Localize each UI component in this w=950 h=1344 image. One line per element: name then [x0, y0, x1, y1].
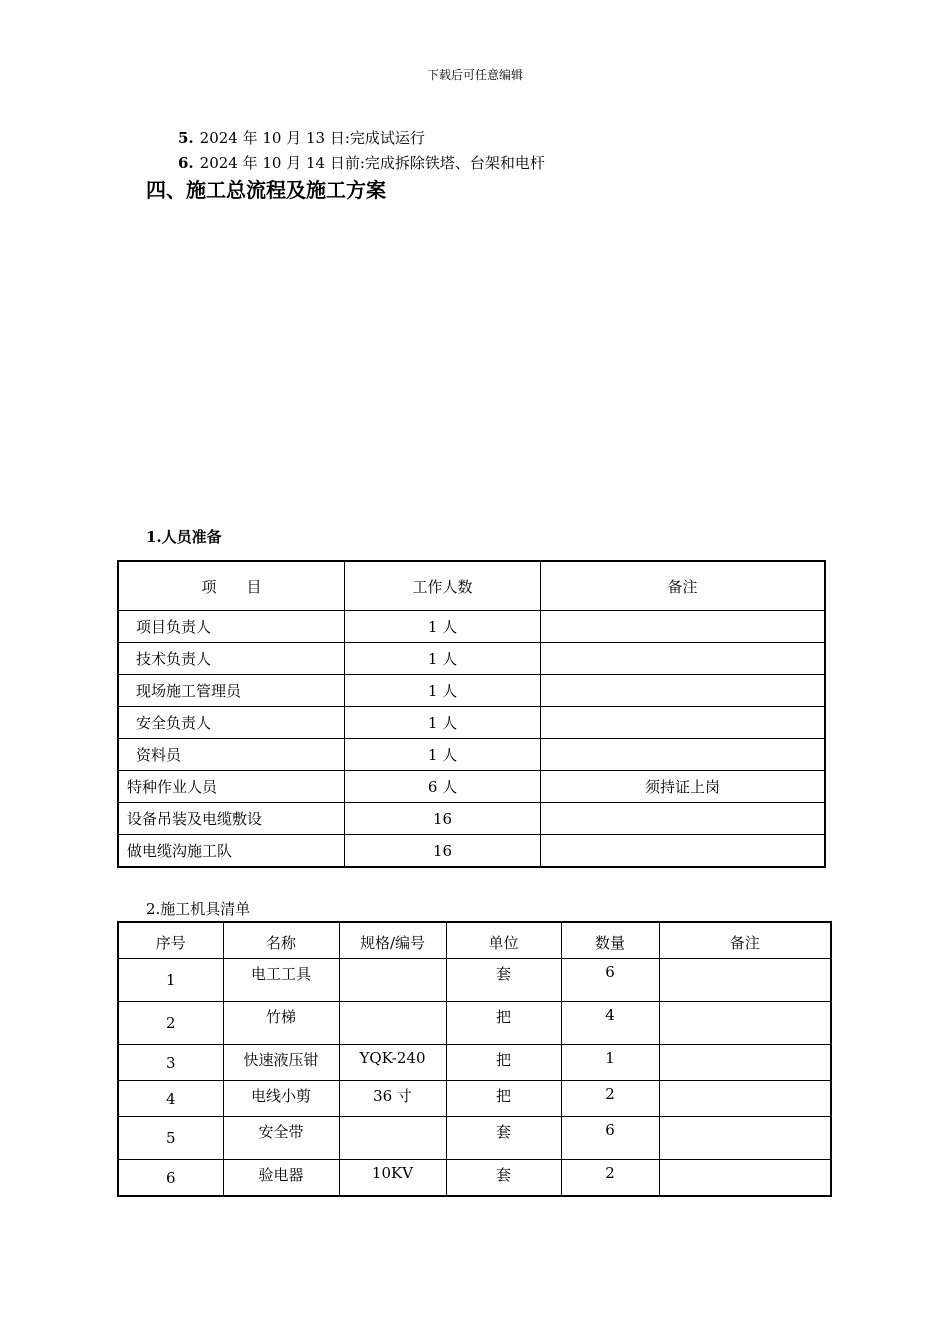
cell-note — [659, 1045, 831, 1081]
cell-qty: 6 — [561, 959, 659, 1002]
cell-unit: 把 — [446, 1045, 561, 1081]
cell-item: 做电缆沟施工队 — [118, 835, 345, 868]
cell-note — [541, 643, 826, 675]
table-row — [118, 1045, 831, 1081]
header-cell-no: 序号 — [118, 922, 223, 959]
table-row — [118, 675, 825, 707]
list-item-text: 2024 年 10 月 14 日前:完成拆除铁塔、台架和电杆 — [199, 154, 545, 172]
header-cell-qty: 数量 — [561, 922, 659, 959]
table-header-row — [118, 561, 825, 611]
cell-item: 资料员 — [118, 739, 345, 771]
list-item — [178, 152, 545, 173]
cell-name: 电工工具 — [223, 959, 339, 1002]
cell-name: 竹梯 — [223, 1002, 339, 1045]
cell-qty: 4 — [561, 1002, 659, 1045]
cell-name: 安全带 — [223, 1117, 339, 1160]
cell-unit: 把 — [446, 1081, 561, 1117]
cell-no: 2 — [118, 1002, 223, 1045]
cell-count: 1 人 — [345, 739, 541, 771]
header-cell-name: 名称 — [223, 922, 339, 959]
cell-unit: 把 — [446, 1002, 561, 1045]
table-row — [118, 1002, 831, 1045]
table-row — [118, 1160, 831, 1197]
cell-item: 特种作业人员 — [118, 771, 345, 803]
cell-note — [659, 1081, 831, 1117]
cell-qty: 1 — [561, 1045, 659, 1081]
cell-item: 技术负责人 — [118, 643, 345, 675]
cell-note — [541, 835, 826, 868]
cell-no: 5 — [118, 1117, 223, 1160]
cell-note — [541, 611, 826, 643]
cell-qty: 2 — [561, 1160, 659, 1197]
staff-table — [117, 560, 826, 868]
table-row — [118, 707, 825, 739]
cell-note: 须持证上岗 — [541, 771, 826, 803]
table-row — [118, 771, 825, 803]
header-cell-count: 工作人数 — [345, 561, 541, 611]
cell-count: 16 — [345, 835, 541, 868]
cell-unit: 套 — [446, 959, 561, 1002]
table-header-row — [118, 922, 831, 959]
cell-count: 6 人 — [345, 771, 541, 803]
table-row — [118, 1117, 831, 1160]
cell-note — [541, 675, 826, 707]
cell-name: 快速液压钳 — [223, 1045, 339, 1081]
cell-count: 1 人 — [345, 611, 541, 643]
header-cell-item: 项 目 — [118, 561, 345, 611]
tools-table — [117, 921, 832, 1197]
cell-qty: 2 — [561, 1081, 659, 1117]
cell-no: 3 — [118, 1045, 223, 1081]
list-item-number: 6. — [178, 154, 194, 172]
cell-count: 16 — [345, 803, 541, 835]
header-cell-note: 备注 — [541, 561, 826, 611]
cell-item: 设备吊装及电缆敷设 — [118, 803, 345, 835]
table-row — [118, 959, 831, 1002]
cell-note — [659, 1160, 831, 1197]
staff-table-title: 1.人员准备 — [146, 528, 222, 546]
cell-unit: 套 — [446, 1117, 561, 1160]
cell-name: 验电器 — [223, 1160, 339, 1197]
cell-spec: YQK-240 — [339, 1045, 446, 1081]
cell-no: 1 — [118, 959, 223, 1002]
table-row — [118, 835, 825, 868]
table-row — [118, 611, 825, 643]
cell-qty: 6 — [561, 1117, 659, 1160]
header-cell-unit: 单位 — [446, 922, 561, 959]
list-item — [178, 127, 425, 148]
cell-note — [659, 1002, 831, 1045]
cell-note — [541, 739, 826, 771]
header-note: 下载后可任意编辑 — [426, 68, 523, 82]
cell-no: 6 — [118, 1160, 223, 1197]
header-cell-spec: 规格/编号 — [339, 922, 446, 959]
cell-spec — [339, 1002, 446, 1045]
cell-note — [541, 707, 826, 739]
table-row — [118, 643, 825, 675]
cell-spec: 10KV — [339, 1160, 446, 1197]
table-row — [118, 803, 825, 835]
section-title: 四、施工总流程及施工方案 — [146, 178, 386, 202]
cell-count: 1 人 — [345, 707, 541, 739]
list-item-number: 5. — [178, 129, 194, 147]
header-cell-note: 备注 — [659, 922, 831, 959]
cell-spec: 36 寸 — [339, 1081, 446, 1117]
list-item-text: 2024 年 10 月 13 日:完成试运行 — [199, 129, 425, 147]
tools-table-title: 2.施工机具清单 — [146, 900, 251, 918]
cell-no: 4 — [118, 1081, 223, 1117]
cell-note — [659, 1117, 831, 1160]
table-row — [118, 739, 825, 771]
cell-unit: 套 — [446, 1160, 561, 1197]
cell-note — [541, 803, 826, 835]
cell-count: 1 人 — [345, 643, 541, 675]
cell-item: 项目负责人 — [118, 611, 345, 643]
cell-name: 电线小剪 — [223, 1081, 339, 1117]
cell-spec — [339, 959, 446, 1002]
table-row — [118, 1081, 831, 1117]
cell-note — [659, 959, 831, 1002]
cell-item: 安全负责人 — [118, 707, 345, 739]
cell-count: 1 人 — [345, 675, 541, 707]
cell-item: 现场施工管理员 — [118, 675, 345, 707]
cell-spec — [339, 1117, 446, 1160]
